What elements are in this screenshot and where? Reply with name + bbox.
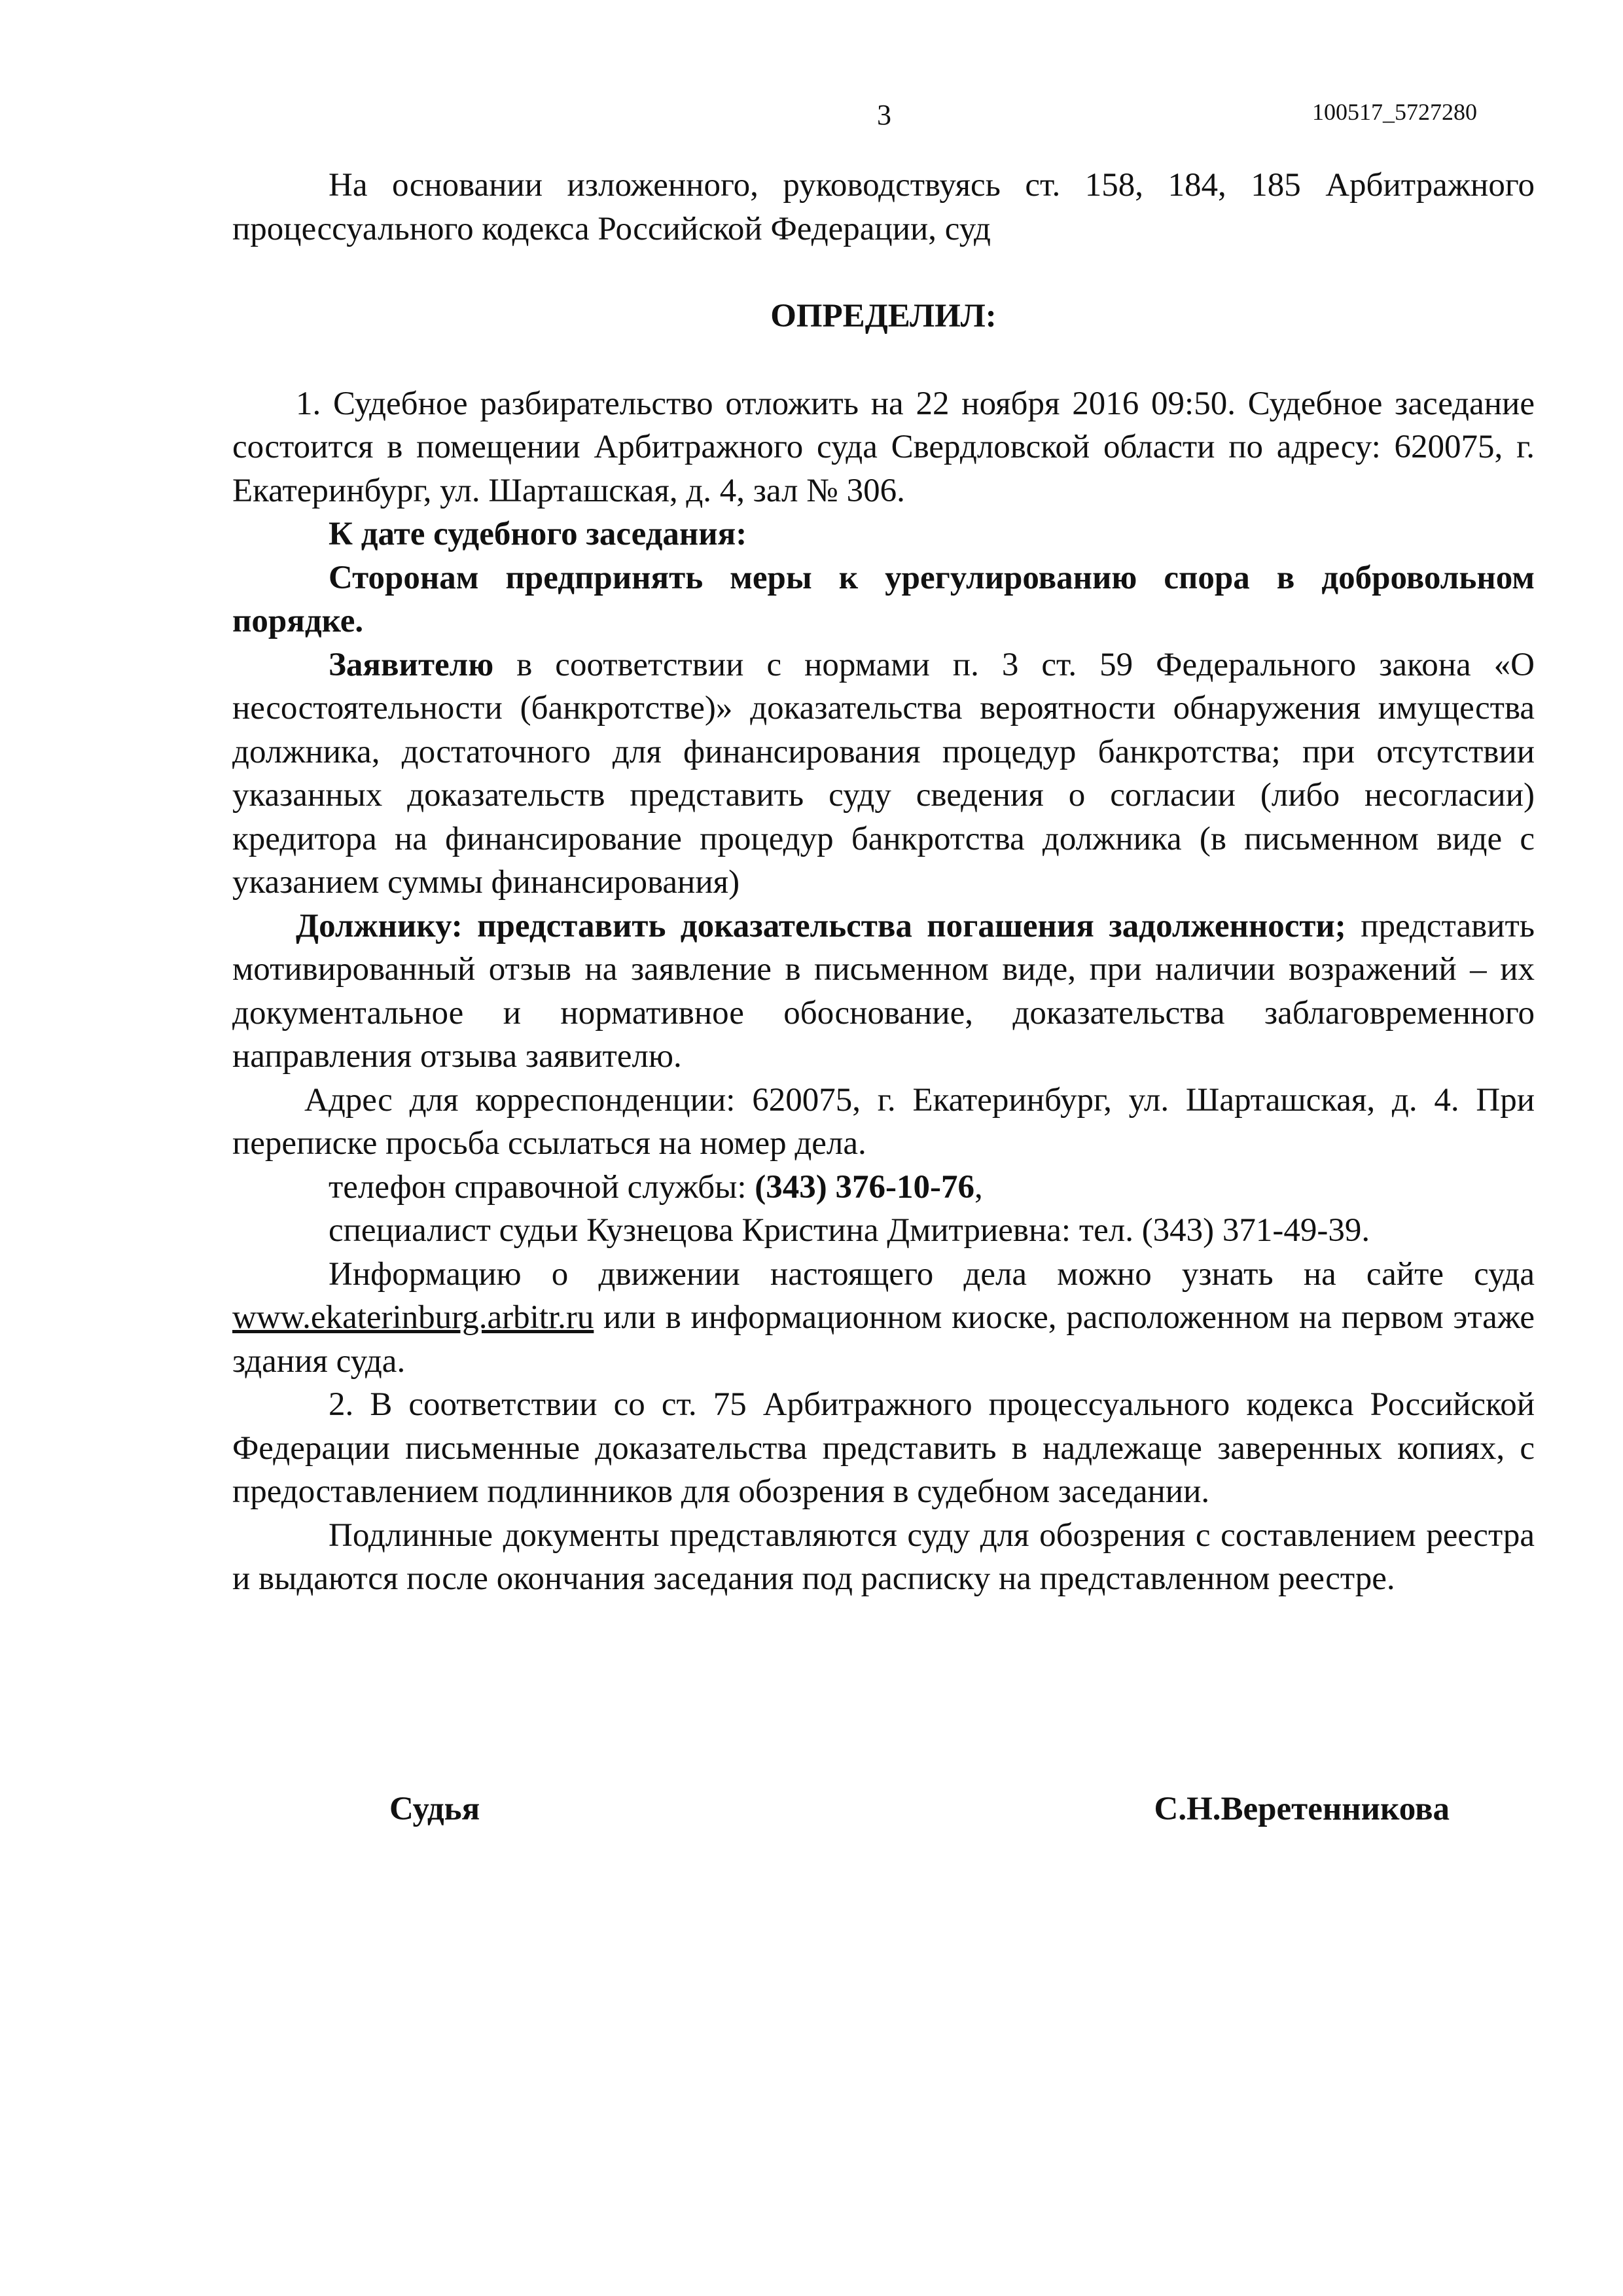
- applicant-text: в соответствии с нормами п. 3 ст. 59 Федерального закона «О несостоятельности (банкротстве)» доказательства вероятности обнаружения имущества должника, достаточного для финансирования процедур банкротства; при отсутствии указанных доказательств представить суду сведения о согласии (либо несогласии) кредитора на финансирование процедур банкротства должника (в письменном виде с указанием суммы финансирования): [232, 646, 1535, 901]
- judge-title: Судья: [389, 1791, 480, 1827]
- info-paragraph: [232, 1253, 1535, 1384]
- intro-paragraph: На основании изложенного, руководствуясь ст. 158, 184, 185 Арбитражного процессуального кодекса Российской Федерации, суд: [232, 167, 1535, 247]
- phone-label: телефон справочной службы:: [329, 1168, 755, 1206]
- page-number: 3: [877, 99, 891, 131]
- signature-block: [389, 1790, 1450, 1828]
- document-body: [232, 164, 1535, 1601]
- debtor-lead: Должнику: представить доказательства погашения задолженности;: [296, 907, 1346, 944]
- court-website-link[interactable]: www.ekaterinburg.arbitr.ru: [232, 1299, 594, 1336]
- info-text-before: Информацию о движении настоящего дела можно узнать на сайте суда: [329, 1255, 1535, 1293]
- specialist-line: специалист судьи Кузнецова Кристина Дмитриевна: тел. (343) 371-49-39.: [329, 1212, 1370, 1249]
- phone-suffix: ,: [974, 1168, 983, 1206]
- applicant-lead: Заявителю: [329, 646, 494, 683]
- info-text-after: или в информационном киоске, расположенном на первом этаже здания суда.: [232, 1299, 1535, 1380]
- debtor-text: представить мотивированный отзыв на заявление в письменном виде, при наличии возражений – их документальное и нормативное обоснование, доказательства заблаговременного направления отзыва заявителю.: [232, 907, 1535, 1075]
- phone-line: [232, 1166, 1535, 1210]
- phone-number: (343) 376-10-76: [755, 1168, 974, 1206]
- by-date-heading: К дате судебного заседания:: [329, 516, 747, 552]
- document-id: 100517_5727280: [1312, 99, 1477, 125]
- address-paragraph: Адрес для корреспонденции: 620075, г. Екатеринбург, ул. Шарташская, д. 4. При переписке просьба ссылаться на номер дела.: [232, 1081, 1535, 1162]
- item-2-paragraph: 2. В соответствии со ст. 75 Арбитражного процессуального кодекса Российской Федерации письменные доказательства представить в надлежаще заверенных копиях, с предоставлением подлинников для обозрения в судебном заседании.: [232, 1386, 1535, 1510]
- judge-name: С.Н.Веретенникова: [1154, 1791, 1450, 1827]
- item-1-paragraph: 1. Судебное разбирательство отложить на 22 ноября 2016 09:50. Судебное заседание состоится в помещении Арбитражного суда Свердловской области по адресу: 620075, г. Екатеринбург, ул. Шарташская, д. 4, зал № 306.: [232, 385, 1535, 509]
- originals-paragraph: Подлинные документы представляются суду для обозрения с составлением реестра и выдаются после окончания заседания под расписку на представленном реестре.: [232, 1516, 1535, 1597]
- parties-instruction: Сторонам предпринять меры к урегулированию спора в добровольном порядке.: [232, 559, 1535, 639]
- applicant-paragraph: [232, 643, 1535, 905]
- ruling-heading: ОПРЕДЕЛИЛ:: [770, 298, 997, 334]
- debtor-paragraph: [232, 905, 1535, 1079]
